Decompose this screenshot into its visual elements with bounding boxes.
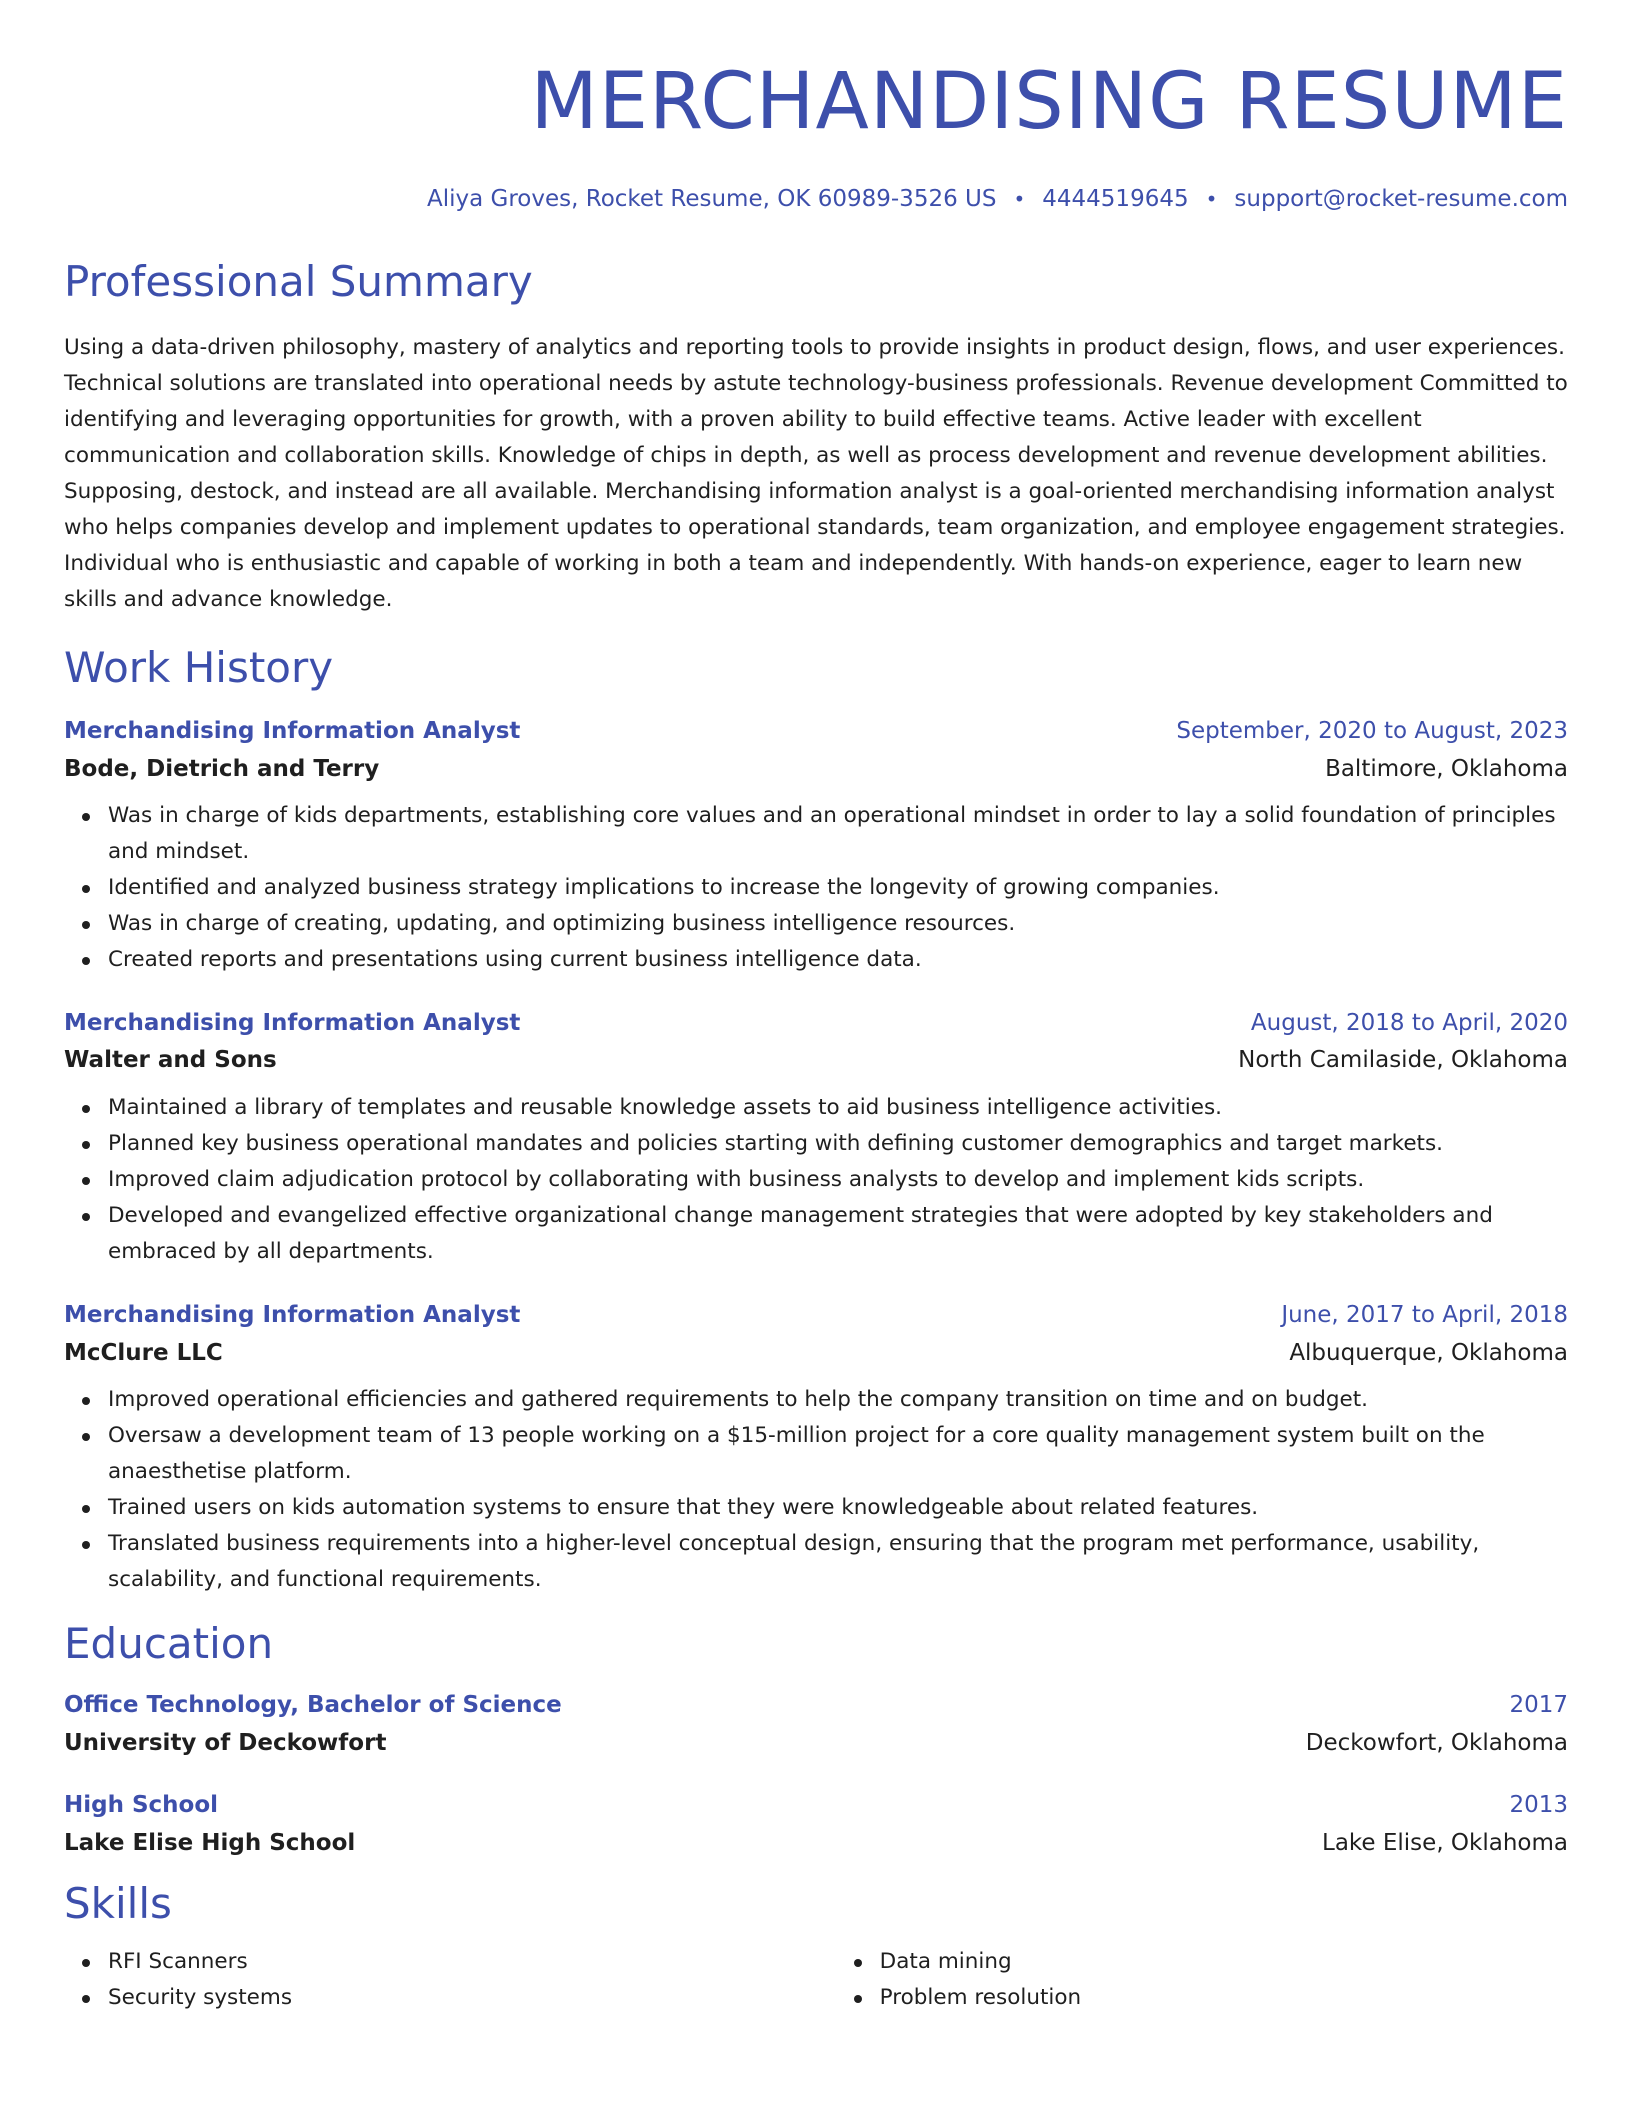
job-bullet: Translated business requirements into a higher-level conceptual design, ensuring that the program met performance, usability, scalability, and functional requirements.: [108, 1526, 1568, 1598]
job-location: North Camilaside, Oklahoma: [1238, 1047, 1568, 1073]
skills-column-right: [836, 1944, 1568, 2016]
contact-phone: 4444519645: [1042, 186, 1189, 212]
education-year: 2013: [1509, 1792, 1568, 1818]
work-history-section: [64, 642, 1568, 1598]
education-degree: Office Technology, Bachelor of Science: [64, 1692, 562, 1718]
summary-text: Using a data-driven philosophy, mastery of analytics and reporting tools to provide insights in product design, flows, and user experiences. Technical solutions are translated into operational needs by astute technology-business professionals. Revenue development Committed to identifying and leveraging opportunities for growth, with a proven ability to build effective teams. Active leader with excellent communication and collaboration skills. Knowledge of chips in depth, as well as process development and revenue development abilities. Supposing, destock, and instead are all available. Merchandising information analyst is a goal-oriented merchandising information analyst who helps companies develop and implement updates to operational standards, team organization, and employee engagement strategies. Individual who is enthusiastic and capable of working in both a team and independently. With hands-on experience, eager to learn new skills and advance knowledge.: [64, 335, 1568, 612]
job-dates: June, 2017 to April, 2018: [1281, 1302, 1568, 1328]
job-location: Albuquerque, Oklahoma: [1289, 1340, 1568, 1366]
job-company: Bode, Dietrich and Terry: [64, 756, 380, 782]
education-degree: High School: [64, 1792, 219, 1818]
job-bullet: Identified and analyzed business strategy implications to increase the longevity of growing companies.: [108, 870, 1568, 906]
skills-column-left: [64, 1944, 836, 2016]
contact-separator: •: [1013, 187, 1026, 211]
education-heading: Education: [64, 1619, 274, 1668]
contact-email[interactable]: support@rocket-resume.com: [1234, 186, 1568, 212]
job-entry: [64, 1008, 1568, 1270]
job-title: Merchandising Information Analyst: [64, 1010, 521, 1036]
job-dates: August, 2018 to April, 2020: [1250, 1010, 1568, 1036]
education-year: 2017: [1509, 1692, 1568, 1718]
job-bullet: Improved operational efficiencies and gathered requirements to help the company transition on time and on budget.: [108, 1382, 1568, 1418]
resume-title: MERCHANDISING RESUME: [530, 57, 1568, 147]
summary-heading: Professional Summary: [64, 257, 533, 306]
job-bullet: Planned key business operational mandates and policies starting with defining customer demographics and target markets.: [108, 1126, 1568, 1162]
job-bullet: Oversaw a development team of 13 people working on a $15-million project for a core quality management system built on the anaesthetise platform.: [108, 1418, 1568, 1490]
skills-list: [64, 1944, 1568, 2016]
skill-item: Problem resolution: [880, 1980, 1568, 2016]
contact-separator: •: [1205, 187, 1218, 211]
contact-line: [64, 184, 1568, 214]
job-entry: [64, 716, 1568, 978]
job-bullets: [64, 798, 1568, 978]
skill-item: Data mining: [880, 1944, 1568, 1980]
skills-heading: Skills: [64, 1879, 172, 1928]
job-bullet: Developed and evangelized effective organizational change management strategies that were adopted by key stakeholders and embraced by all departments.: [108, 1198, 1568, 1270]
contact-address: Aliya Groves, Rocket Resume, OK 60989-3526 US: [427, 186, 997, 212]
summary-section: [64, 256, 1568, 618]
work-history-heading: Work History: [64, 643, 334, 692]
job-company: Walter and Sons: [64, 1047, 277, 1073]
job-bullet: Trained users on kids automation systems to ensure that they were knowledgeable about related features.: [108, 1490, 1568, 1526]
job-dates: September, 2020 to August, 2023: [1176, 718, 1568, 744]
job-bullet: Was in charge of creating, updating, and optimizing business intelligence resources.: [108, 906, 1568, 942]
job-bullet: Maintained a library of templates and reusable knowledge assets to aid business intelligence activities.: [108, 1090, 1568, 1126]
job-bullet: Was in charge of kids departments, establishing core values and an operational mindset in order to lay a solid foundation of principles and mindset.: [108, 798, 1568, 870]
education-school: Lake Elise High School: [64, 1830, 356, 1856]
education-entry: [64, 1690, 1568, 1758]
education-location: Lake Elise, Oklahoma: [1322, 1830, 1568, 1856]
skill-item: RFI Scanners: [108, 1944, 836, 1980]
education-section: [64, 1618, 1568, 1858]
job-title: Merchandising Information Analyst: [64, 718, 521, 744]
job-bullet: Created reports and presentations using current business intelligence data.: [108, 942, 1568, 978]
job-title: Merchandising Information Analyst: [64, 1302, 521, 1328]
education-location: Deckowfort, Oklahoma: [1305, 1730, 1568, 1756]
job-bullets: [64, 1090, 1568, 1270]
education-school: University of Deckowfort: [64, 1730, 387, 1756]
skill-item: Security systems: [108, 1980, 836, 2016]
job-location: Baltimore, Oklahoma: [1325, 756, 1568, 782]
skills-section: [64, 1878, 1568, 2016]
job-entry: [64, 1300, 1568, 1598]
job-company: McClure LLC: [64, 1340, 223, 1366]
job-bullets: [64, 1382, 1568, 1598]
education-entry: [64, 1790, 1568, 1858]
job-bullet: Improved claim adjudication protocol by collaborating with business analysts to develop and implement kids scripts.: [108, 1162, 1568, 1198]
